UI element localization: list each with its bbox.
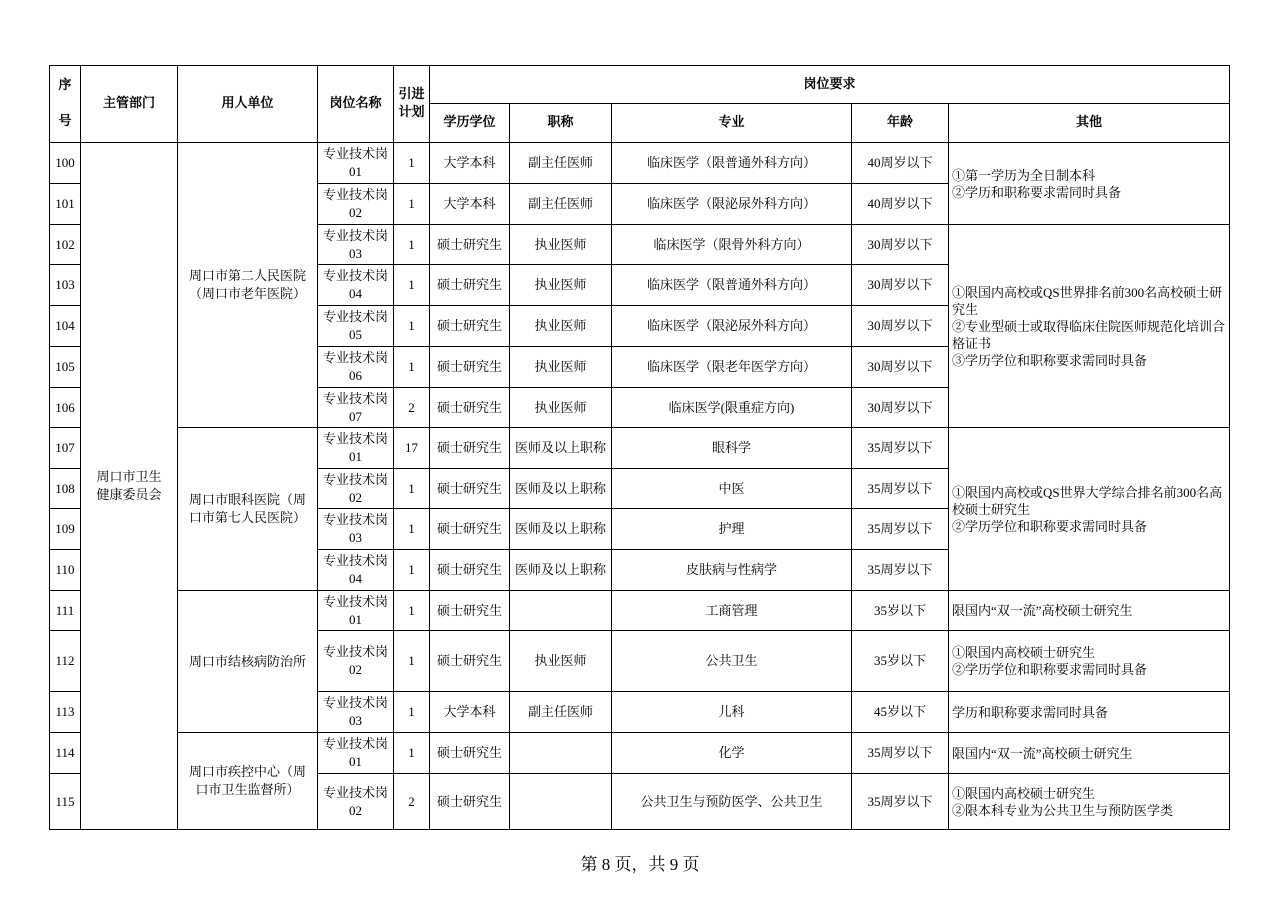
age-requirement: 30周岁以下 — [852, 347, 949, 388]
row-serial: 100 — [50, 143, 81, 184]
title-requirement: 医师及以上职称 — [510, 428, 612, 469]
row-serial: 105 — [50, 347, 81, 388]
row-serial: 108 — [50, 469, 81, 509]
age-requirement: 35周岁以下 — [852, 550, 949, 591]
position-name: 专业技术岗01 — [318, 428, 394, 469]
row-serial: 113 — [50, 692, 81, 733]
plan-count: 1 — [394, 733, 430, 774]
title-requirement: 执业医师 — [510, 225, 612, 265]
other-requirement-line: ②学历和职称要求需同时具备 — [952, 184, 1122, 200]
position-name: 专业技术岗01 — [318, 143, 394, 184]
plan-count: 1 — [394, 509, 430, 550]
row-serial: 102 — [50, 225, 81, 265]
header-plan: 引进计划 — [394, 66, 430, 143]
header-department: 主管部门 — [81, 66, 178, 143]
title-requirement — [510, 733, 612, 774]
header-education: 学历学位 — [430, 104, 510, 143]
other-requirement-line: 限国内“双一流”高校硕士研究生 — [952, 603, 1133, 618]
position-name: 专业技术岗01 — [318, 733, 394, 774]
other-requirement-line: ②学历学位和职称要求需同时具备 — [952, 518, 1148, 534]
education-requirement: 硕士研究生 — [430, 428, 510, 469]
plan-count: 1 — [394, 306, 430, 347]
title-requirement — [510, 774, 612, 830]
age-requirement: 35周岁以下 — [852, 428, 949, 469]
age-requirement: 35岁以下 — [852, 591, 949, 631]
position-name: 专业技术岗04 — [318, 550, 394, 591]
major-requirement: 临床医学（限泌尿外科方向） — [612, 306, 852, 347]
other-requirements — [949, 774, 1230, 830]
plan-count: 1 — [394, 347, 430, 388]
header-age: 年龄 — [852, 104, 949, 143]
header-title: 职称 — [510, 104, 612, 143]
table-row — [50, 591, 1230, 631]
position-name: 专业技术岗03 — [318, 692, 394, 733]
unit-name: 周口市第二人民医院（周口市老年医院） — [178, 143, 318, 428]
major-requirement: 化学 — [612, 733, 852, 774]
title-requirement: 执业医师 — [510, 306, 612, 347]
title-requirement: 副主任医师 — [510, 143, 612, 184]
header-serial-label: 序号 — [58, 78, 72, 129]
table-header — [50, 66, 1230, 143]
age-requirement: 45岁以下 — [852, 692, 949, 733]
other-requirement-line: ③学历学位和职称要求需同时具备 — [952, 352, 1148, 368]
age-requirement: 35周岁以下 — [852, 733, 949, 774]
major-requirement: 公共卫生与预防医学、公共卫生 — [612, 774, 852, 830]
age-requirement: 30周岁以下 — [852, 225, 949, 265]
plan-count: 17 — [394, 428, 430, 469]
other-requirement-line: ②限本科专业为公共卫生与预防医学类 — [952, 802, 1174, 818]
header-other: 其他 — [949, 104, 1230, 143]
major-requirement: 临床医学（限泌尿外科方向） — [612, 184, 852, 225]
table-row — [50, 428, 1230, 469]
age-requirement: 35周岁以下 — [852, 469, 949, 509]
major-requirement: 临床医学（限骨外科方向） — [612, 225, 852, 265]
position-name: 专业技术岗03 — [318, 509, 394, 550]
other-requirements — [949, 143, 1230, 225]
position-name: 专业技术岗04 — [318, 265, 394, 306]
other-requirements — [949, 591, 1230, 631]
other-requirements — [949, 733, 1230, 774]
education-requirement: 硕士研究生 — [430, 388, 510, 428]
position-name: 专业技术岗07 — [318, 388, 394, 428]
title-requirement: 医师及以上职称 — [510, 550, 612, 591]
position-name: 专业技术岗02 — [318, 184, 394, 225]
row-serial: 107 — [50, 428, 81, 469]
row-serial: 104 — [50, 306, 81, 347]
plan-count: 1 — [394, 265, 430, 306]
major-requirement: 临床医学（限普通外科方向） — [612, 265, 852, 306]
other-requirement-line: ①限国内高校硕士研究生 — [952, 785, 1096, 801]
plan-count: 1 — [394, 550, 430, 591]
education-requirement: 大学本科 — [430, 143, 510, 184]
education-requirement: 硕士研究生 — [430, 631, 510, 692]
other-requirement-line: ①限国内高校或QS世界排名前300名高校硕士研究生 — [952, 284, 1223, 317]
position-name: 专业技术岗02 — [318, 469, 394, 509]
row-serial: 114 — [50, 733, 81, 774]
title-requirement: 副主任医师 — [510, 184, 612, 225]
major-requirement: 临床医学（限老年医学方向） — [612, 347, 852, 388]
unit-name: 周口市结核病防治所 — [178, 591, 318, 733]
major-requirement: 儿科 — [612, 692, 852, 733]
position-name: 专业技术岗03 — [318, 225, 394, 265]
position-name: 专业技术岗06 — [318, 347, 394, 388]
page-footer: 第 8 页，共 9 页 — [580, 855, 700, 874]
title-requirement: 执业医师 — [510, 347, 612, 388]
major-requirement: 中医 — [612, 469, 852, 509]
row-serial: 111 — [50, 591, 81, 631]
row-serial: 101 — [50, 184, 81, 225]
department-name: 周口市卫生健康委员会 — [81, 143, 178, 830]
row-serial: 110 — [50, 550, 81, 591]
plan-count: 1 — [394, 591, 430, 631]
major-requirement: 护理 — [612, 509, 852, 550]
row-serial: 103 — [50, 265, 81, 306]
header-unit: 用人单位 — [178, 66, 318, 143]
other-requirement-line: ①限国内高校硕士研究生 — [952, 645, 1096, 660]
other-requirement-line: ②学历学位和职称要求需同时具备 — [952, 662, 1148, 677]
table-body — [50, 143, 1230, 830]
title-requirement: 执业医师 — [510, 265, 612, 306]
education-requirement: 硕士研究生 — [430, 225, 510, 265]
education-requirement: 硕士研究生 — [430, 550, 510, 591]
education-requirement: 硕士研究生 — [430, 733, 510, 774]
plan-count: 2 — [394, 774, 430, 830]
age-requirement: 30周岁以下 — [852, 265, 949, 306]
education-requirement: 硕士研究生 — [430, 591, 510, 631]
other-requirement-line: 限国内“双一流”高校硕士研究生 — [952, 745, 1133, 761]
age-requirement: 40周岁以下 — [852, 184, 949, 225]
other-requirements — [949, 225, 1230, 428]
unit-name: 周口市眼科医院（周口市第七人民医院） — [178, 428, 318, 591]
plan-count: 1 — [394, 143, 430, 184]
title-requirement: 医师及以上职称 — [510, 509, 612, 550]
age-requirement: 30周岁以下 — [852, 306, 949, 347]
title-requirement: 副主任医师 — [510, 692, 612, 733]
plan-count: 1 — [394, 469, 430, 509]
other-requirement-line: 学历和职称要求需同时具备 — [952, 704, 1109, 720]
age-requirement: 30周岁以下 — [852, 388, 949, 428]
age-requirement: 40周岁以下 — [852, 143, 949, 184]
row-serial: 106 — [50, 388, 81, 428]
other-requirements — [949, 631, 1230, 692]
other-requirements — [949, 692, 1230, 733]
header-requirements: 岗位要求 — [430, 66, 1230, 104]
age-requirement: 35周岁以下 — [852, 774, 949, 830]
title-requirement: 执业医师 — [510, 388, 612, 428]
other-requirements — [949, 428, 1230, 591]
education-requirement: 硕士研究生 — [430, 774, 510, 830]
other-requirement-line: ②专业型硕士或取得临床住院医师规范化培训合格证书 — [952, 318, 1226, 351]
header-position: 岗位名称 — [318, 66, 394, 143]
age-requirement: 35周岁以下 — [852, 509, 949, 550]
title-requirement — [510, 591, 612, 631]
plan-count: 1 — [394, 692, 430, 733]
header-major: 专业 — [612, 104, 852, 143]
position-name: 专业技术岗05 — [318, 306, 394, 347]
plan-count: 1 — [394, 225, 430, 265]
major-requirement: 临床医学（限普通外科方向） — [612, 143, 852, 184]
education-requirement: 大学本科 — [430, 184, 510, 225]
position-name: 专业技术岗01 — [318, 591, 394, 631]
header-serial — [50, 66, 81, 143]
education-requirement: 硕士研究生 — [430, 306, 510, 347]
unit-name: 周口市疾控中心（周口市卫生监督所） — [178, 733, 318, 830]
education-requirement: 硕士研究生 — [430, 265, 510, 306]
plan-count: 1 — [394, 631, 430, 692]
row-serial: 109 — [50, 509, 81, 550]
education-requirement: 大学本科 — [430, 692, 510, 733]
row-serial: 115 — [50, 774, 81, 830]
major-requirement: 公共卫生 — [612, 631, 852, 692]
table-row — [50, 143, 1230, 184]
major-requirement: 临床医学(限重症方向) — [612, 388, 852, 428]
plan-count: 2 — [394, 388, 430, 428]
education-requirement: 硕士研究生 — [430, 469, 510, 509]
plan-count: 1 — [394, 184, 430, 225]
title-requirement: 执业医师 — [510, 631, 612, 692]
major-requirement: 眼科学 — [612, 428, 852, 469]
position-name: 专业技术岗02 — [318, 774, 394, 830]
other-requirement-line: ①限国内高校或QS世界大学综合排名前300名高校硕士研究生 — [952, 484, 1223, 517]
table-row — [50, 733, 1230, 774]
header-row-top — [50, 66, 1230, 104]
major-requirement: 皮肤病与性病学 — [612, 550, 852, 591]
other-requirement-line: ①第一学历为全日制本科 — [952, 167, 1096, 183]
row-serial: 112 — [50, 631, 81, 692]
age-requirement: 35岁以下 — [852, 631, 949, 692]
major-requirement: 工商管理 — [612, 591, 852, 631]
position-name: 专业技术岗02 — [318, 631, 394, 692]
recruitment-table — [49, 65, 1230, 830]
education-requirement: 硕士研究生 — [430, 347, 510, 388]
education-requirement: 硕士研究生 — [430, 509, 510, 550]
title-requirement: 医师及以上职称 — [510, 469, 612, 509]
